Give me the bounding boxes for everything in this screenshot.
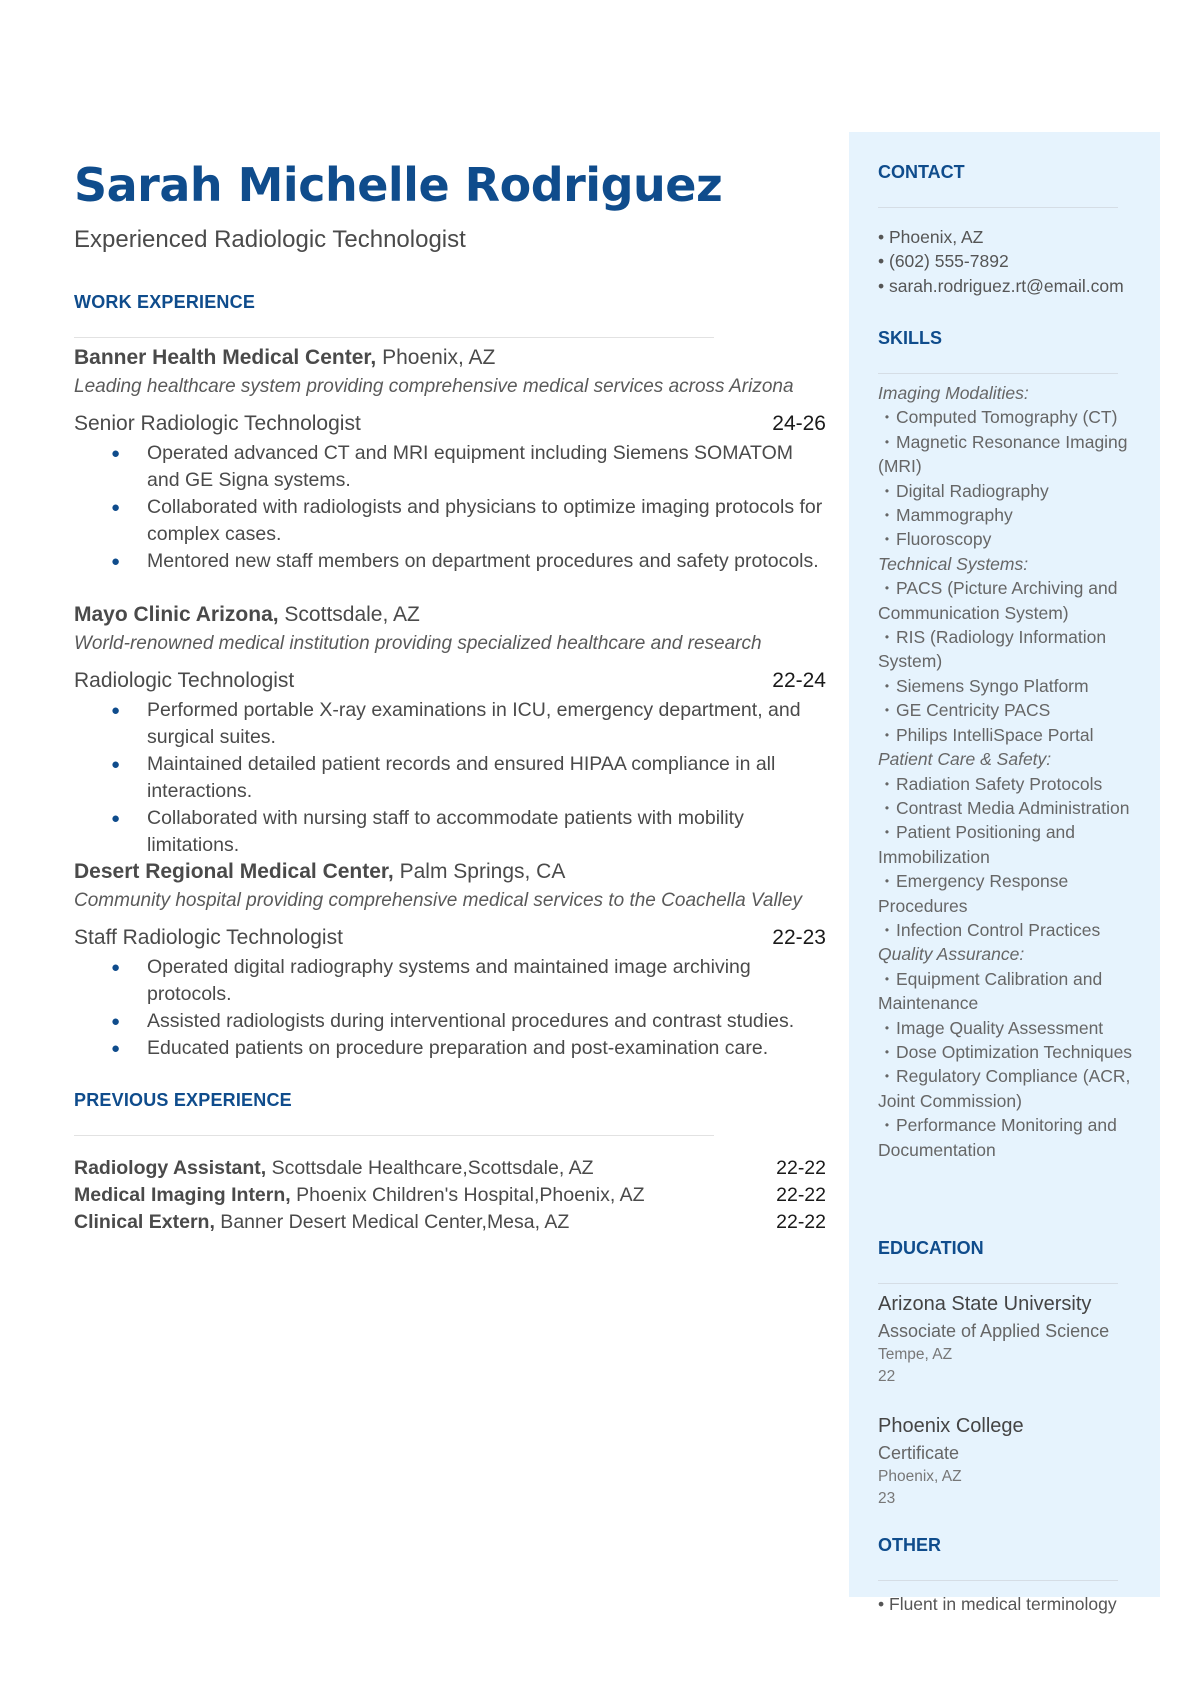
skill-item: • Radiation Safety Protocols [884,773,1103,794]
company-description: World-renowned medical institution providing specialized healthcare and research [74,633,762,654]
job-bullet: ● Maintained detailed patient records and ensured HIPAA compliance in all interactions. [74,751,826,805]
section-divider [878,373,1118,374]
contact-phone-text: (602) 555-7892 [889,251,1009,272]
skill-item: • Digital Radiography [884,480,1049,501]
job-bullet: ● Educated patients on procedure preparation and post-examination care. [74,1035,826,1062]
company-location: Palm Springs, CA [393,860,566,883]
skill-item: • Emergency Response Procedures [878,871,1069,916]
job-entry [74,603,826,859]
skill-item: • Computed Tomography (CT) [884,407,1118,428]
job-bullets [74,440,826,575]
contact-email-text: sarah.rodriguez.rt@email.com [889,275,1124,296]
other-item [878,1592,1148,1616]
skill-item: • Mammography [884,505,1013,526]
company-line [74,346,826,370]
contact-list [878,225,1148,298]
company-line [74,860,826,884]
skill-item: • RIS (Radiology Information System) [878,627,1107,672]
other-heading: OTHER [878,1535,941,1555]
contact-heading: CONTACT [878,162,965,182]
bullet-dot: • [878,251,889,272]
company-description: Leading healthcare system providing comprehensive medical services across Arizona [74,376,794,397]
previous-dates: 22-22 [776,1211,826,1233]
company-name: Mayo Clinic Arizona, [74,603,279,626]
education-location: Phoenix, AZ [878,1468,962,1485]
education-degree: Certificate [878,1443,960,1463]
job-dates: 24-26 [772,412,826,435]
section-divider [74,1135,714,1136]
previous-place: Phoenix Children's Hospital,Phoenix, AZ [290,1184,645,1206]
education-heading: EDUCATION [878,1238,984,1258]
job-bullet: ● Operated advanced CT and MRI equipment including Siemens SOMATOM and GE Signa systems. [74,440,826,494]
skills-heading: SKILLS [878,328,943,348]
bullet-dot: • [878,227,889,247]
other-list [878,1592,1148,1616]
previous-experience-row [74,1184,826,1207]
education-year: 22 [878,1368,896,1385]
job-bullet: ● Assisted radiologists during interventional procedures and contrast studies. [74,1008,826,1035]
job-dates: 22-24 [772,669,826,692]
skill-item: • Magnetic Resonance Imaging (MRI) [878,431,1128,477]
job-bullet: ● Collaborated with radiologists and physicians to optimize imaging protocols for complex cases. [74,494,826,548]
contact-email [878,274,1148,298]
contact-location-text: Phoenix, AZ [889,227,984,247]
job-role: Senior Radiologic Technologist [74,412,361,435]
job-entry [74,860,826,1062]
skill-item: • GE Centricity PACS [884,700,1051,721]
previous-place: Scottsdale Healthcare,Scottsdale, AZ [266,1157,594,1179]
job-entry [74,346,826,575]
previous-role: Medical Imaging Intern, [74,1184,291,1206]
job-bullet: ● Operated digital radiography systems and maintained image archiving protocols. [74,954,826,1008]
job-bullet: ● Performed portable X-ray examinations in ICU, emergency department, and surgical suites. [74,697,826,751]
previous-place: Banner Desert Medical Center,Mesa, AZ [214,1211,570,1233]
previous-experience-row [74,1157,826,1180]
other-item-text: Fluent in medical terminology [889,1594,1117,1614]
job-bullets [74,697,826,859]
skill-category: Patient Care & Safety: [878,749,1052,770]
contact-location [878,225,1148,249]
education-location: Tempe, AZ [878,1346,953,1363]
skill-item: • Siemens Syngo Platform [884,675,1089,696]
candidate-title: Experienced Radiologic Technologist [74,226,466,253]
company-name: Banner Health Medical Center, [74,346,377,369]
company-location: Phoenix, AZ [376,346,496,369]
job-dates: 22-23 [772,926,826,949]
job-role: Staff Radiologic Technologist [74,926,343,949]
contact-phone [878,249,1148,273]
education-entry [878,1291,1148,1388]
skill-item: • Philips IntelliSpace Portal [884,724,1094,745]
skill-item: • Equipment Calibration and Maintenance [878,968,1103,1014]
skill-category: Quality Assurance: [878,944,1025,965]
education-entry [878,1413,1148,1510]
bullet-dot: • [878,275,889,296]
section-divider [878,1283,1118,1284]
skill-item: • Fluoroscopy [884,529,992,550]
skill-category: Imaging Modalities: [878,383,1029,403]
skill-item: • Patient Positioning and Immobilization [878,822,1076,867]
skill-item: • Infection Control Practices [884,919,1101,940]
skill-item: • Regulatory Compliance (ACR, Joint Commission) [878,1066,1131,1111]
section-divider [878,207,1118,208]
education-school: Arizona State University [878,1293,1092,1315]
role-row [74,412,826,436]
previous-dates: 22-22 [776,1184,826,1206]
skill-item: • Dose Optimization Techniques [884,1041,1133,1062]
role-row [74,926,826,950]
section-divider [878,1580,1118,1581]
job-bullet: ● Mentored new staff members on department procedures and safety protocols. [74,548,826,575]
company-name: Desert Regional Medical Center, [74,860,394,883]
education-year: 23 [878,1490,896,1507]
skills-list [878,381,1148,1162]
job-bullet: ● Collaborated with nursing staff to accommodate patients with mobility limitations. [74,805,826,859]
previous-dates: 22-22 [776,1157,826,1179]
previous-role: Radiology Assistant, [74,1157,267,1179]
skill-item: • Image Quality Assessment [884,1017,1104,1038]
bullet-dot: • [878,1594,889,1614]
section-divider [74,337,714,338]
job-bullets [74,954,826,1062]
education-degree: Associate of Applied Science [878,1321,1110,1341]
skill-item: • PACS (Picture Archiving and Communication System) [878,578,1118,623]
skill-item: • Performance Monitoring and Documentation [878,1115,1117,1160]
company-location: Scottsdale, AZ [278,603,420,626]
previous-experience-heading: PREVIOUS EXPERIENCE [74,1090,292,1110]
previous-role: Clinical Extern, [74,1211,215,1233]
job-role: Radiologic Technologist [74,669,295,692]
company-description: Community hospital providing comprehensive medical services to the Coachella Valley [74,890,802,911]
skill-item: • Contrast Media Administration [884,797,1130,818]
skill-category: Technical Systems: [878,553,1029,574]
education-school: Phoenix College [878,1415,1024,1437]
previous-experience-row [74,1211,826,1234]
work-experience-heading: WORK EXPERIENCE [74,292,256,312]
role-row [74,669,826,693]
company-line [74,603,826,627]
candidate-name: Sarah Michelle Rodriguez [74,158,723,212]
